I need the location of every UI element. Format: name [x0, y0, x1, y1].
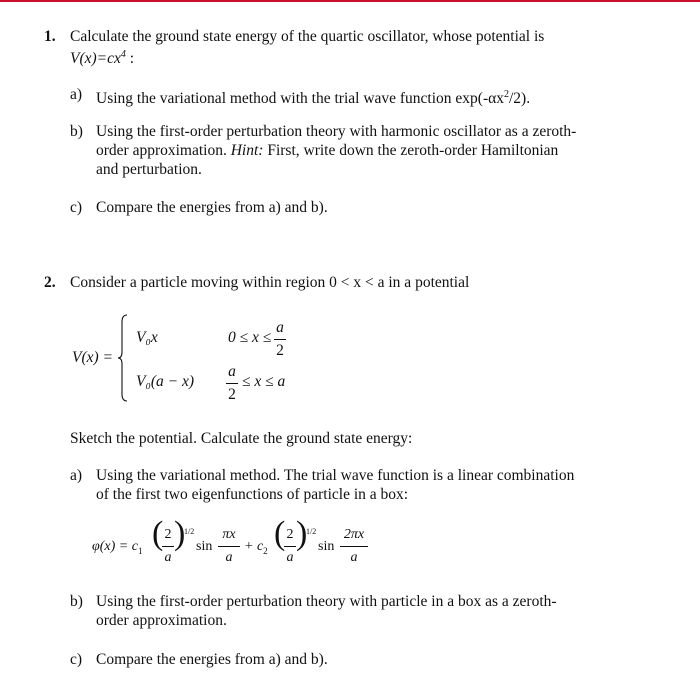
- problem-2-part-b-line-2: order approximation.: [96, 612, 227, 629]
- paren-close-1: ): [174, 515, 186, 552]
- problem-2-part-c-text: Compare the energies from a) and b).: [96, 651, 328, 668]
- case-1-expression: V₀x: [136, 329, 158, 346]
- power-1: 1/2: [184, 527, 195, 536]
- case-2-condition: ≤ x ≤ a: [242, 373, 286, 390]
- power-2: 1/2: [306, 527, 317, 536]
- problem-1-part-b-label: b): [70, 123, 83, 140]
- case-1-fraction-denominator: 2: [276, 342, 284, 359]
- problem-1-potential: $V(x)=cx^4$ :: [70, 49, 135, 68]
- two-over-a-2: 2 a: [284, 525, 296, 568]
- problem-1-part-c-text: Compare the energies from a) and b).: [96, 199, 328, 216]
- paren-close-2: ): [296, 515, 308, 552]
- problem-1-part-b-line-2: order approximation. Hint: First, write down the zeroth-order Hamiltonian: [96, 142, 559, 159]
- case-2-fraction: [226, 362, 238, 405]
- sin-1: sin: [196, 539, 213, 554]
- left-brace: [118, 314, 128, 402]
- problem-1-part-a-text: Using the variational method with the trial wave function $\exp(-\alpha x^2/2)$.: [96, 89, 531, 108]
- sin-2: sin: [318, 539, 335, 554]
- piecewise-lhs: V(x) =: [72, 349, 114, 366]
- problem-1-intro: Calculate the ground state energy of the quartic oscillator, whose potential is: [70, 28, 545, 45]
- case-2-fraction-denominator: 2: [228, 386, 236, 403]
- problem-2-part-a-label: a): [70, 467, 83, 484]
- case-2-fraction-numerator: a: [228, 363, 236, 380]
- plus-c2: + $c_2$: [244, 539, 268, 556]
- two-over-a-1: 2 a: [162, 525, 174, 568]
- arg-2-fraction: 2πx a: [340, 525, 368, 568]
- problem-1-part-c-label: c): [70, 199, 83, 216]
- problem-1-part-b-line-3: and perturbation.: [96, 161, 202, 178]
- paren-open-2: (: [274, 515, 286, 552]
- case-2-expression: V₀(a − x): [136, 373, 195, 390]
- arg-1-fraction: πx a: [218, 525, 240, 568]
- problem-2-part-a-line-2: of the first two eigenfunctions of particle in a box:: [96, 486, 409, 503]
- sketch-instruction: Sketch the potential. Calculate the ground state energy:: [70, 430, 413, 447]
- top-accent-bar: [0, 0, 700, 2]
- problem-1-part-b-line-1: Using the first-order perturbation theory with harmonic oscillator as a zeroth-: [96, 123, 577, 140]
- problem-1-number: 1.: [44, 28, 56, 45]
- case-1-fraction-numerator: a: [276, 319, 284, 336]
- problem-1-part-a-label: a): [70, 86, 83, 103]
- wavefunction-lhs: $\varphi(x) = c_1$: [92, 539, 143, 556]
- problem-2-part-a-line-1: Using the variational method. The trial wave function is a linear combination: [96, 467, 575, 484]
- problem-2-intro: Consider a particle moving within region 0 < x < a in a potential: [70, 274, 470, 291]
- problem-2-part-b-line-1: Using the first-order perturbation theory with particle in a box as a zeroth-: [96, 593, 557, 610]
- problem-2-part-b-label: b): [70, 593, 83, 610]
- problem-2-part-c-label: c): [70, 651, 83, 668]
- case-1-fraction: [274, 318, 286, 361]
- case-1-condition: 0 ≤ x ≤: [228, 329, 272, 346]
- paren-open-1: (: [152, 515, 164, 552]
- problem-2-number: 2.: [44, 274, 56, 291]
